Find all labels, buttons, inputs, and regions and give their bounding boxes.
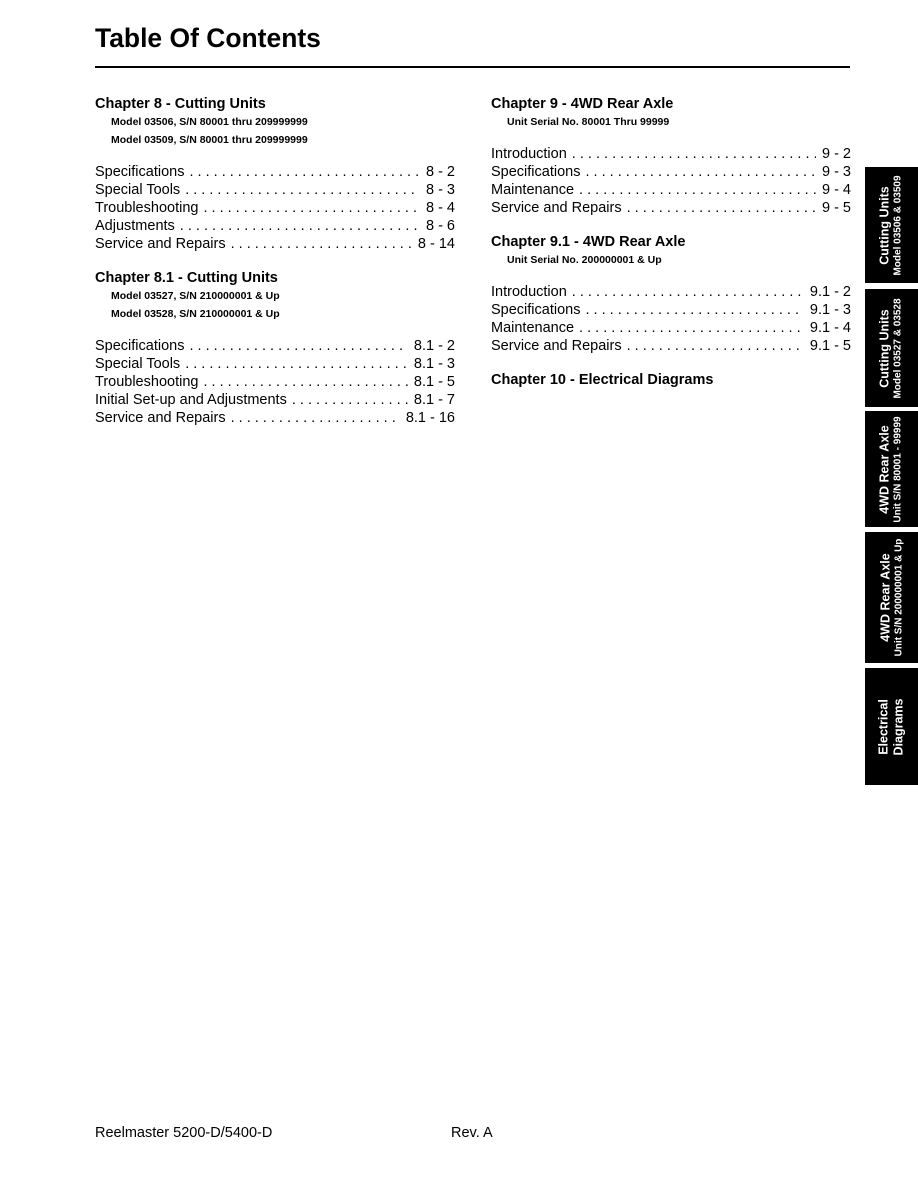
toc-entry-label: Specifications (491, 164, 581, 180)
chapter-subheading: Model 03509, S/N 80001 thru 209999999 (111, 134, 308, 146)
toc-entry[interactable] (95, 355, 455, 373)
toc-entry-label: Service and Repairs (491, 338, 622, 354)
toc-entry-page: 9 - 5 (821, 200, 851, 216)
toc-entry[interactable] (95, 235, 455, 253)
toc-entry[interactable] (95, 409, 455, 427)
toc-entry-label: Specifications (491, 302, 581, 318)
toc-entry-label: Special Tools (95, 182, 181, 198)
toc-entry-page: 9 - 4 (821, 182, 851, 198)
toc-entry-page: 8.1 - 2 (413, 338, 455, 354)
side-tab-subtitle: Model 03506 & 03509 (893, 174, 904, 276)
chapter-9 (491, 95, 851, 217)
toc-entry-page: 9.1 - 4 (809, 320, 851, 336)
side-tab-label (877, 698, 907, 755)
footer-revision: Rev. A (451, 1125, 493, 1141)
title-divider (95, 66, 850, 68)
toc-entry-page: 9.1 - 2 (809, 284, 851, 300)
toc-entries (491, 145, 851, 217)
dot-leader (585, 163, 816, 181)
side-tab-electrical-diagrams[interactable] (865, 668, 918, 785)
toc-entry[interactable] (95, 181, 455, 199)
toc-right-column (491, 95, 851, 389)
toc-entry-label: Special Tools (95, 356, 181, 372)
toc-entry-page: 8 - 6 (425, 218, 455, 234)
side-tab-4wd-rear-axle-200000001[interactable] (865, 532, 918, 663)
dot-leader (627, 337, 804, 355)
toc-entry[interactable] (491, 283, 851, 301)
chapter-heading[interactable]: Chapter 9.1 - 4WD Rear Axle (491, 234, 686, 250)
toc-entry-page: 8 - 3 (425, 182, 455, 198)
toc-entry[interactable] (491, 301, 851, 319)
spacer (491, 217, 851, 233)
toc-entry-label: Troubleshooting (95, 374, 199, 390)
toc-entries (491, 283, 851, 355)
toc-entry[interactable] (95, 391, 455, 409)
side-tab-label (878, 416, 905, 522)
chapter-heading[interactable]: Chapter 8 - Cutting Units (95, 96, 266, 112)
footer-manual-title: Reelmaster 5200-D/5400-D (95, 1125, 273, 1141)
toc-entry-label: Troubleshooting (95, 200, 199, 216)
chapter-8 (95, 95, 455, 253)
toc-entry-label: Specifications (95, 164, 185, 180)
toc-entry-page: 9.1 - 5 (809, 338, 851, 354)
chapter-subheading: Model 03528, S/N 210000001 & Up (111, 308, 280, 320)
side-tab-title: 4WD Rear Axle (878, 553, 893, 642)
spacer (95, 253, 455, 269)
chapter-heading[interactable]: Chapter 10 - Electrical Diagrams (491, 372, 714, 388)
chapter-subheading: Model 03527, S/N 210000001 & Up (111, 290, 280, 302)
side-tab-4wd-rear-axle-80001[interactable] (865, 411, 918, 527)
chapter-heading[interactable]: Chapter 9 - 4WD Rear Axle (491, 96, 674, 112)
side-tab-title: Electrical (876, 698, 891, 755)
toc-entry[interactable] (491, 145, 851, 163)
toc-entry-label: Service and Repairs (95, 410, 226, 426)
toc-entry-page: 9 - 3 (821, 164, 851, 180)
toc-entries (95, 337, 455, 427)
toc-entry-page: 8.1 - 5 (413, 374, 455, 390)
toc-entry-label: Service and Repairs (491, 200, 622, 216)
dot-leader (231, 409, 400, 427)
side-tab-label (878, 175, 905, 275)
toc-entry-label: Initial Set-up and Adjustments (95, 392, 287, 408)
toc-entry[interactable] (95, 373, 455, 391)
toc-entry-label: Service and Repairs (95, 236, 226, 252)
dot-leader (572, 145, 816, 163)
toc-entry[interactable] (95, 199, 455, 217)
toc-entry-label: Maintenance (491, 182, 575, 198)
toc-entry-page: 8.1 - 3 (413, 356, 455, 372)
page-title: Table Of Contents (95, 23, 321, 53)
dot-leader (180, 217, 420, 235)
toc-entry[interactable] (95, 217, 455, 235)
dot-leader (572, 283, 804, 301)
toc-entry-label: Introduction (491, 146, 567, 162)
toc-entries (95, 163, 455, 253)
side-tab-subtitle: Model 03527 & 03528 (893, 297, 904, 399)
chapter-10 (491, 371, 851, 389)
side-tab-title: 4WD Rear Axle (878, 424, 893, 514)
side-tab-subtitle: Unit S/N 80001 - 99999 (893, 415, 905, 523)
toc-entry[interactable] (95, 337, 455, 355)
dot-leader (627, 199, 816, 217)
dot-leader (203, 199, 420, 217)
toc-entry-page: 9.1 - 3 (809, 302, 851, 318)
chapter-9-1 (491, 233, 851, 355)
chapter-subheading: Unit Serial No. 80001 Thru 99999 (507, 116, 670, 128)
side-tab-label (878, 298, 905, 398)
side-tab-label (878, 539, 905, 657)
dot-leader (203, 373, 407, 391)
toc-entry[interactable] (95, 163, 455, 181)
toc-left-column (95, 95, 455, 427)
toc-entry-page: 8.1 - 16 (405, 410, 455, 426)
toc-entry-page: 8 - 4 (425, 200, 455, 216)
dot-leader (579, 319, 804, 337)
chapter-subheading: Unit Serial No. 200000001 & Up (507, 254, 662, 266)
toc-entry[interactable] (491, 319, 851, 337)
side-tab-subtitle: Unit S/N 200000001 & Up (893, 538, 905, 657)
toc-entry-label: Specifications (95, 338, 185, 354)
toc-entry-label: Adjustments (95, 218, 175, 234)
side-tab-cutting-units-03506[interactable] (865, 167, 918, 283)
dot-leader (189, 163, 420, 181)
side-tab-title: Cutting Units (878, 185, 892, 265)
toc-entry-page: 9 - 2 (821, 146, 851, 162)
toc-entry-page: 8 - 2 (425, 164, 455, 180)
dot-leader (579, 181, 816, 199)
dot-leader (585, 301, 803, 319)
side-tab-cutting-units-03527[interactable] (865, 289, 918, 407)
toc-entry-page: 8 - 14 (417, 236, 455, 252)
toc-entry[interactable] (491, 199, 851, 217)
toc-entry-label: Introduction (491, 284, 567, 300)
dot-leader (189, 337, 407, 355)
toc-entry-label: Maintenance (491, 320, 575, 336)
chapter-subheading: Model 03506, S/N 80001 thru 209999999 (111, 116, 308, 128)
dot-leader (185, 355, 408, 373)
dot-leader (292, 391, 408, 409)
toc-entry-page: 8.1 - 7 (413, 392, 455, 408)
dot-leader (185, 181, 420, 199)
toc-entry[interactable] (491, 163, 851, 181)
chapter-8-1 (95, 269, 455, 427)
toc-entry[interactable] (491, 337, 851, 355)
toc-entry[interactable] (491, 181, 851, 199)
side-tab-title: Cutting Units (878, 308, 892, 388)
dot-leader (231, 235, 412, 253)
side-tab-subtitle: Diagrams (891, 698, 906, 755)
chapter-heading[interactable]: Chapter 8.1 - Cutting Units (95, 270, 278, 286)
spacer (491, 355, 851, 371)
